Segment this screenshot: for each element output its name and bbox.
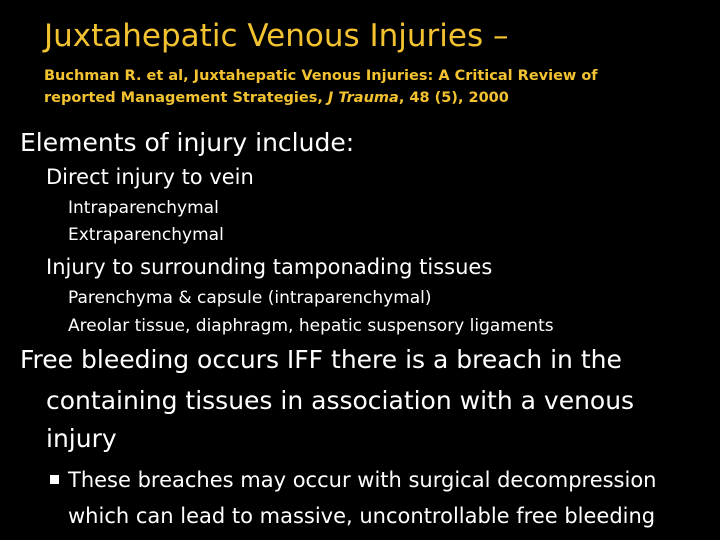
- subtitle-line-2-post: , 48 (5), 2000: [398, 90, 509, 106]
- bullet-direct-injury: [46, 165, 254, 189]
- bullet-text: Extraparenchymal: [68, 225, 224, 245]
- bullet-breaches: [50, 468, 657, 492]
- bullet-extraparenchymal: [68, 225, 224, 245]
- bullet-text: Direct injury to vein: [46, 165, 254, 189]
- title-band: [0, 0, 720, 112]
- bullet-text: Parenchyma & capsule (intraparenchymal): [68, 288, 432, 308]
- subtitle-line-2-pre: reported Management Strategies,: [44, 90, 328, 106]
- bullet-areolar-tissue: [68, 316, 554, 336]
- subtitle-journal: J Trauma: [327, 90, 399, 106]
- bullet-surrounding-tissues: [46, 255, 492, 279]
- bullet-breaches-line-2: which can lead to massive, uncontrollable free bleeding: [68, 504, 656, 528]
- slide-title: Juxtahepatic Venous Injuries –: [44, 18, 509, 54]
- bullet-free-bleeding-line-3: injury: [46, 424, 117, 453]
- subtitle-line-1: Buchman R. et al, Juxtahepatic Venous Injuries: A Critical Review of: [44, 68, 598, 84]
- bullet-text: These breaches may occur with surgical decompression: [68, 468, 657, 492]
- bullet-text: Injury to surrounding tamponading tissues: [46, 255, 493, 279]
- bullet-text: Intraparenchymal: [68, 198, 219, 218]
- bullet-parenchyma-capsule: [68, 288, 432, 308]
- bullet-free-bleeding: [20, 345, 622, 374]
- bullet-intraparenchymal: [68, 198, 219, 218]
- bullet-elements-of-injury: [20, 128, 354, 157]
- bullet-text: Areolar tissue, diaphragm, hepatic suspensory ligaments: [68, 316, 554, 336]
- square-bullet-icon: [50, 475, 59, 484]
- bullet-text: Elements of injury include:: [20, 128, 355, 157]
- bullet-free-bleeding-line-2: containing tissues in association with a venous: [46, 386, 635, 415]
- bullet-text: Free bleeding occurs IFF there is a breach in the: [20, 345, 622, 374]
- slide-subtitle: [44, 65, 684, 109]
